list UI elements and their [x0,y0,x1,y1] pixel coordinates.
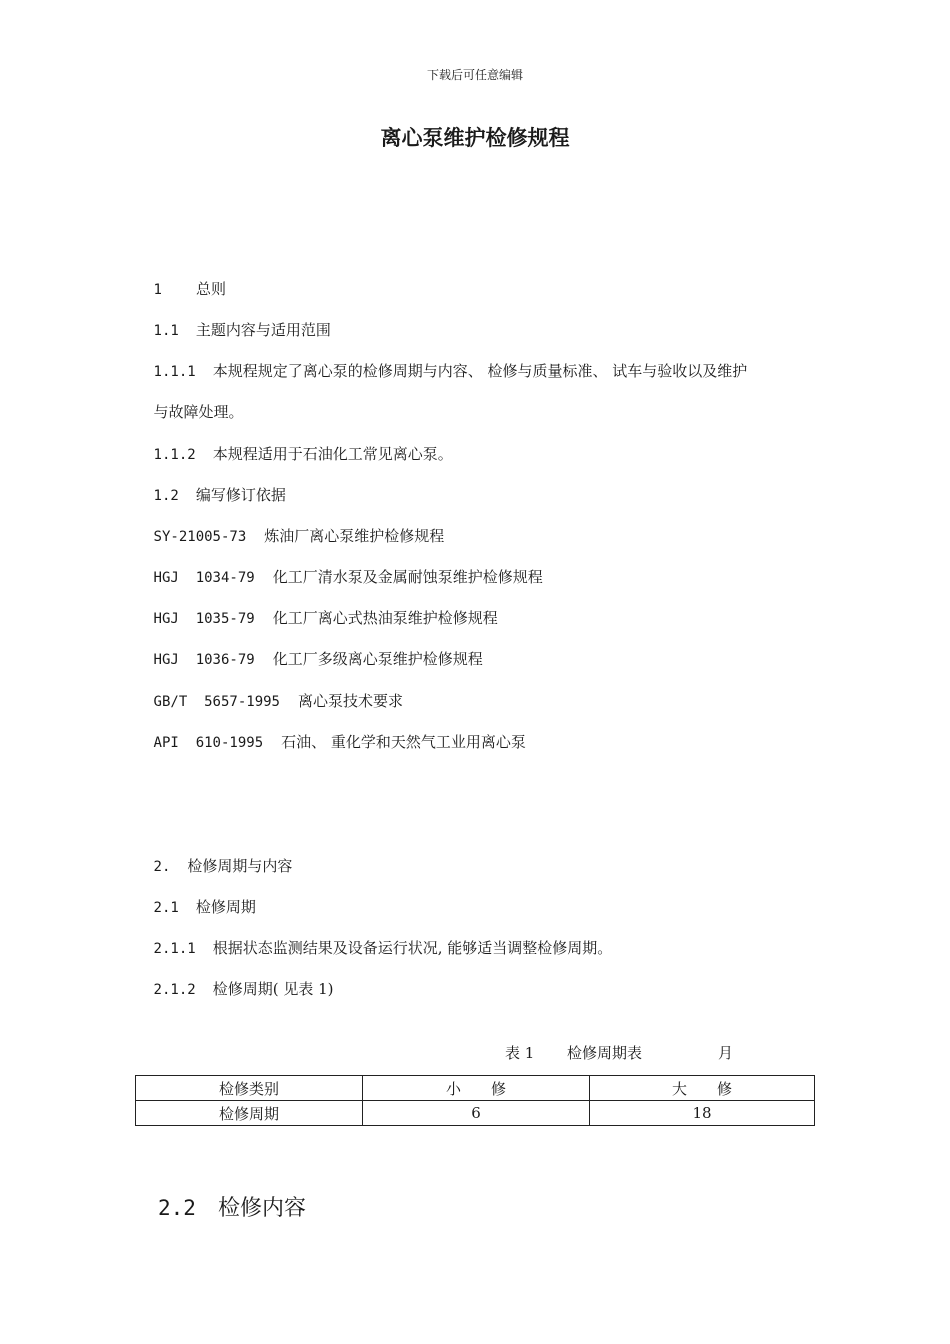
reference-title: 离心泵技术要求 [297,692,403,710]
heading-1-1 [144,300,331,341]
paragraph-continuation [144,382,244,422]
table-unit: 月 [718,1044,734,1062]
section-text: 检修内容 [217,1196,306,1221]
reference-title: 炼油厂离心泵维护检修规程 [264,527,445,545]
heading-2-2 [144,1166,306,1222]
reference-code: HGJ 1035-79 [153,611,255,627]
reference-code: API 610-1995 [153,735,264,751]
section-number: 1.1.1 [153,364,196,380]
reference-title: 石油、 重化学和天然气工业用离心泵 [281,733,526,751]
paragraph-1-1-2 [144,424,453,465]
reference-item [144,506,444,547]
table-row [136,1101,815,1126]
section-number: 2. [153,859,171,875]
table-cell: 6 [363,1101,590,1126]
reference-item [144,588,498,629]
paragraph-text: 本规程规定了离心泵的检修周期与内容、 检修与质量标准、 试车与验收以及维护 [212,362,748,380]
reference-code: HGJ 1034-79 [153,570,255,586]
heading-2 [144,836,292,877]
section-number: 2.1.2 [153,982,196,998]
table-header-cell: 检修类别 [136,1076,363,1101]
table-header-cell: 小 修 [363,1076,590,1101]
section-text: 编写修订依据 [195,486,286,504]
section-text: 主题内容与适用范围 [195,321,331,339]
reference-item [144,547,543,588]
section-number: 2.1 [153,900,179,916]
reference-title: 化工厂多级离心泵维护检修规程 [272,650,483,668]
table-cell: 检修周期 [136,1101,363,1126]
section-number: 2.2 [158,1196,196,1220]
table-title: 检修周期表 [567,1044,643,1062]
reference-title: 化工厂离心式热油泵维护检修规程 [272,609,498,627]
section-number: 1.2 [153,488,179,504]
reference-item [144,671,403,712]
section-number: 2.1.1 [153,941,196,957]
paragraph-text: 根据状态监测结果及设备运行状况, 能够适当调整检修周期。 [212,939,613,957]
reference-code: GB/T 5657-1995 [153,694,280,710]
header-note: 下载后可任意编辑 [426,68,523,82]
section-text: 检修周期与内容 [187,857,293,875]
paragraph-text: 本规程适用于石油化工常见离心泵。 [212,445,453,463]
reference-title: 化工厂清水泵及金属耐蚀泵维护检修规程 [272,568,543,586]
table-number: 表 1 [505,1044,535,1062]
heading-1 [144,259,226,300]
document-title: 离心泵维护检修规程 [380,125,570,150]
section-number: 1.1 [153,323,179,339]
reference-code: HGJ 1036-79 [153,652,255,668]
paragraph-text: 检修周期( 见表 1) [212,980,334,998]
paragraph-2-1-2 [144,959,334,1000]
section-number: 1 [153,282,162,298]
reference-item [144,712,526,753]
heading-2-1 [144,877,256,918]
table-header-row [136,1076,815,1101]
maintenance-cycle-table [135,1075,815,1126]
paragraph-1-1-1 [144,341,747,382]
section-text: 检修周期 [195,898,256,916]
reference-code: SY-21005-73 [153,529,247,545]
paragraph-2-1-1 [144,918,612,959]
table-cell: 18 [590,1101,815,1126]
heading-1-2 [144,465,286,506]
reference-item [144,629,483,670]
table-header-cell: 大 修 [590,1076,815,1101]
section-number: 1.1.2 [153,447,196,463]
section-text: 总则 [195,280,226,298]
paragraph-text: 与故障处理。 [153,403,244,421]
